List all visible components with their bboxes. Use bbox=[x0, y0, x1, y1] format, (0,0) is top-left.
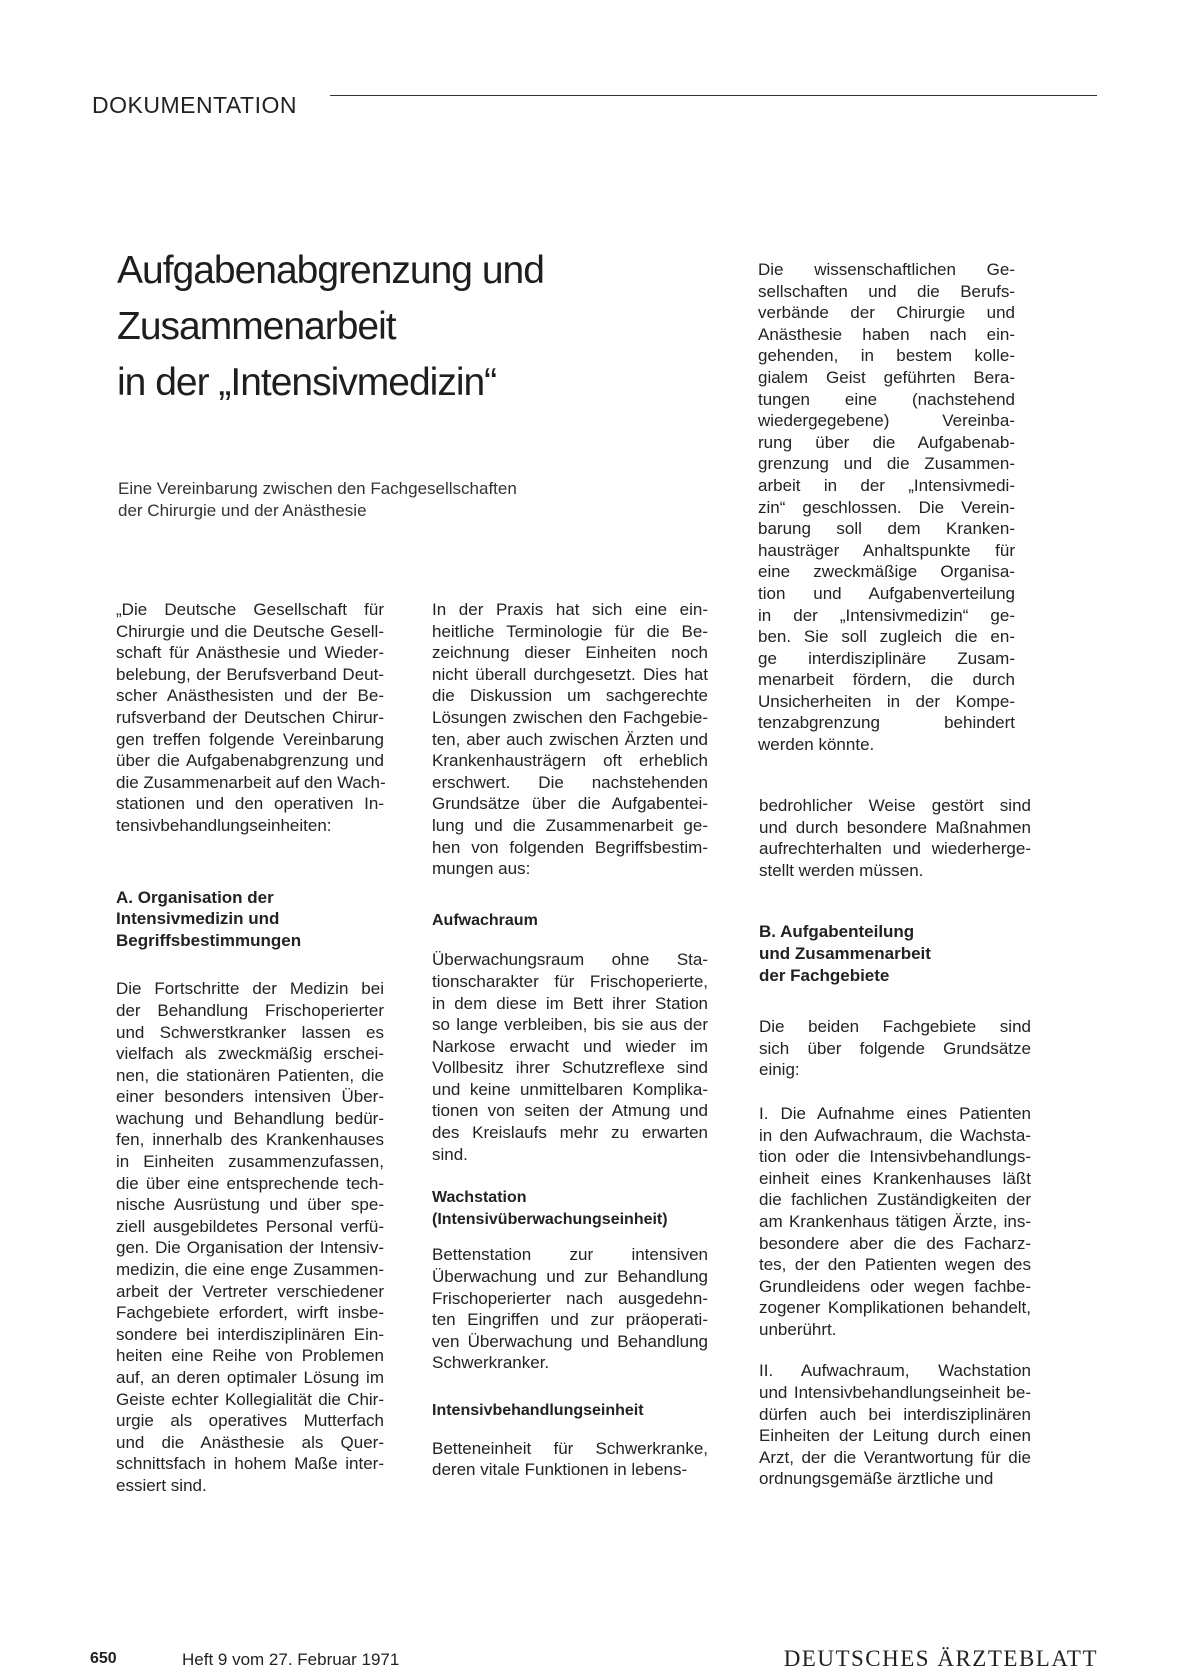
text-line: und keine unmittelbaren Komplika- bbox=[432, 1079, 708, 1099]
issue-info: Heft 9 vom 27. Februar 1971 bbox=[182, 1650, 400, 1669]
text-line: sind. bbox=[432, 1144, 468, 1164]
point-2-text bbox=[759, 1360, 1031, 1490]
text-line: nen, die stationären Patienten, die bbox=[116, 1065, 384, 1085]
page-number: 650 bbox=[90, 1650, 117, 1667]
text-line: die fachlichen Zuständigkeiten der bbox=[759, 1190, 1031, 1210]
text-line: gialem Geist geführten Bera- bbox=[758, 367, 1015, 387]
text-line: des Kreislaufs mehr zu erwarten bbox=[432, 1123, 708, 1143]
section-a-text bbox=[116, 978, 384, 1496]
text-line: ge interdisziplinäre Zusam- bbox=[758, 648, 1015, 668]
text-line: belebung, der Berufsverband Deut- bbox=[116, 664, 384, 684]
text-line: schaft für Anästhesie und Wieder- bbox=[116, 643, 384, 663]
text-line: tionscharakter für Frischoperierte, bbox=[432, 971, 708, 991]
journal-name: DEUTSCHES ÄRZTEBLATT bbox=[783, 1646, 1098, 1671]
intensivbehandlung-heading: Intensivbehandlungseinheit bbox=[432, 1402, 644, 1419]
text-line: Wachstation bbox=[432, 1189, 527, 1207]
text-line: scher Anästhesisten und der Be- bbox=[116, 686, 384, 706]
text-line: II. Aufwachraum, Wachstation bbox=[759, 1361, 1031, 1381]
text-line: in der „Intensivmedizin“ bbox=[117, 361, 497, 404]
text-line: der Fachgebiete bbox=[759, 965, 890, 985]
text-line: in Einheiten zusammenzufassen, bbox=[116, 1152, 384, 1172]
text-line: tenzabgrenzung behindert bbox=[758, 713, 1015, 733]
text-line: und Schwerstkranker lassen es bbox=[116, 1022, 384, 1042]
text-line: Unsicherheiten in der Kompe- bbox=[758, 691, 1015, 711]
text-line: so lange verbleiben, bis sie aus der bbox=[432, 1015, 708, 1035]
text-line: Zusammenarbeit bbox=[117, 305, 396, 348]
text-line: schnittsfach in hohem Maße inter- bbox=[116, 1454, 384, 1474]
text-line: tionen von seiten der Atmung und bbox=[432, 1101, 708, 1121]
text-line: Einheiten der Leitung durch einen bbox=[759, 1426, 1031, 1446]
page-footer bbox=[90, 1648, 1100, 1674]
column1-intro-text bbox=[116, 599, 384, 837]
text-line: rufsverband der Deutschen Chirur- bbox=[116, 707, 384, 727]
text-line: Die wissenschaftlichen Ge- bbox=[758, 260, 1015, 279]
text-line: werden könnte. bbox=[758, 735, 875, 755]
section-b-intro bbox=[759, 1016, 1031, 1081]
text-line: Bettenstation zur intensiven bbox=[432, 1245, 708, 1265]
text-line: Krankenhausträgern oft erheblich bbox=[432, 751, 708, 771]
text-line: B. Aufgabenteilung bbox=[759, 922, 915, 942]
text-line: gehenden, in bestem kolle- bbox=[758, 346, 1015, 366]
text-line: tion oder die Intensivbehandlungs- bbox=[759, 1147, 1031, 1167]
text-line: die über eine entsprechende tech- bbox=[116, 1173, 384, 1193]
text-line: heitliche Terminologie für die Be- bbox=[432, 621, 708, 641]
text-line: Eine Vereinbarung zwischen den Fachgesellschaften bbox=[118, 479, 517, 498]
text-line: A. Organisation der bbox=[116, 887, 274, 907]
text-line: verbände der Chirurgie und bbox=[758, 303, 1015, 323]
text-line: sich über folgende Grundsätze bbox=[759, 1038, 1031, 1058]
section-a-heading bbox=[116, 887, 384, 952]
text-line: Die Fortschritte der Medizin bei bbox=[116, 979, 384, 999]
text-line: Grundleidens oder wegen fachbe- bbox=[759, 1276, 1031, 1296]
text-line: Fachgebiete erfordert, wirft insbe- bbox=[116, 1303, 384, 1323]
intro-box bbox=[758, 259, 1015, 756]
text-line: hen von folgenden Begriffsbestim- bbox=[432, 837, 708, 857]
text-line: ordnungsgemäße ärztliche und bbox=[759, 1469, 994, 1489]
text-line: dürfen auch bei interdisziplinären bbox=[759, 1404, 1031, 1424]
text-line: ten Eingriffen und zur präoperati- bbox=[432, 1310, 708, 1330]
text-line: rung über die Aufgabenab- bbox=[758, 432, 1015, 452]
text-line: in den Aufwachraum, die Wachsta- bbox=[759, 1125, 1031, 1145]
text-line: tion und Aufgabenverteilung bbox=[758, 583, 1015, 603]
intensivbehandlung-text bbox=[432, 1438, 708, 1481]
text-line: heiten eine Reihe von Problemen bbox=[116, 1346, 384, 1366]
text-line: Die beiden Fachgebiete sind bbox=[759, 1017, 1031, 1037]
text-line: mungen aus: bbox=[432, 859, 531, 879]
text-line: der Chirurgie und der Anästhesie bbox=[118, 501, 367, 520]
text-line: ven Überwachung und Behandlung bbox=[432, 1331, 708, 1351]
article-title bbox=[117, 243, 677, 411]
text-line: vielfach als zweckmäßig erschei- bbox=[116, 1044, 384, 1064]
text-line: Lösungen zwischen den Fachgebie- bbox=[432, 707, 708, 727]
intro-box-text bbox=[758, 259, 1015, 756]
text-line: erschwert. Die nachstehenden bbox=[432, 772, 708, 792]
text-line: In der Praxis hat sich eine ein- bbox=[432, 600, 708, 619]
text-line: und Intensivbehandlungseinheit be- bbox=[759, 1383, 1031, 1403]
text-line: Arzt, der die Verantwortung für die bbox=[759, 1447, 1031, 1467]
text-line: und Zusammenarbeit bbox=[759, 943, 931, 963]
text-line: nicht überall durchgesetzt. Dies hat bbox=[432, 664, 708, 684]
aufwachraum-heading: Aufwachraum bbox=[432, 911, 538, 929]
text-line: Betteneinheit für Schwerkranke, bbox=[432, 1438, 708, 1458]
wachstation-heading bbox=[432, 1187, 708, 1230]
text-line: aufrechterhalten und wiederherge- bbox=[759, 839, 1031, 859]
text-line: unberührt. bbox=[759, 1319, 837, 1339]
column2-intro-text bbox=[432, 599, 708, 880]
text-line: zin“ geschlossen. Die Verein- bbox=[758, 497, 1015, 517]
text-line: Anästhesie haben nach ein- bbox=[758, 324, 1015, 344]
text-line: arbeit der Vertreter verschiedener bbox=[116, 1281, 384, 1301]
text-line: tungen eine (nachstehend bbox=[758, 389, 1015, 409]
text-line: einheit eines Krankenhauses läßt bbox=[759, 1168, 1031, 1188]
page-header bbox=[92, 90, 1097, 120]
column-2 bbox=[432, 599, 708, 1481]
text-line: Frischoperierter nach ausgedehn- bbox=[432, 1288, 708, 1308]
text-line: (Intensivüberwachungseinheit) bbox=[432, 1210, 668, 1228]
text-line: Schwerkranker. bbox=[432, 1353, 550, 1373]
text-line: sondere bei interdisziplinären Ein- bbox=[116, 1324, 384, 1344]
text-line: am Krankenhaus tätigen Ärzte, ins- bbox=[759, 1211, 1031, 1231]
column-1 bbox=[116, 599, 384, 1497]
column3-cont-text bbox=[759, 795, 1031, 881]
text-line: deren vitale Funktionen in lebens- bbox=[432, 1460, 688, 1480]
text-line: einig: bbox=[759, 1060, 800, 1080]
wachstation-text bbox=[432, 1244, 708, 1374]
text-line: tes, der den Patienten wegen des bbox=[759, 1255, 1031, 1275]
text-line: wiedergegebene) Vereinba- bbox=[758, 411, 1015, 431]
text-line: Intensivmedizin und bbox=[116, 909, 280, 929]
article-subtitle bbox=[118, 478, 638, 522]
text-line: fen, innerhalb des Krankenhauses bbox=[116, 1130, 384, 1150]
section-label: DOKUMENTATION bbox=[92, 92, 297, 118]
text-line: über die Aufgabenabgrenzung und bbox=[116, 751, 384, 771]
text-line: hausträger Anhaltspunkte für bbox=[758, 540, 1015, 560]
text-line: grenzung und die Zusammen- bbox=[758, 454, 1015, 474]
text-line: lung und die Zusammenarbeit ge- bbox=[432, 815, 708, 835]
text-line: nische Ausrüstung und über spe- bbox=[116, 1195, 384, 1215]
header-rule bbox=[330, 95, 1097, 96]
text-line: in dem diese im Bett ihrer Station bbox=[432, 993, 708, 1013]
section-b-heading bbox=[759, 921, 1031, 986]
text-line: der Behandlung Frischoperierter bbox=[116, 1000, 384, 1020]
text-line: Überwachungsraum ohne Sta- bbox=[432, 950, 708, 970]
text-line: einer besonders intensiven Über- bbox=[116, 1087, 384, 1107]
aufwachraum-text bbox=[432, 949, 708, 1165]
text-line: arbeit in der „Intensivmedi- bbox=[758, 475, 1015, 495]
text-line: Überwachung und zur Behandlung bbox=[432, 1267, 708, 1287]
text-line: Grundsätze über die Aufgabentei- bbox=[432, 794, 708, 814]
text-line: stationen und den operativen In- bbox=[116, 794, 384, 814]
text-line: wachung und Behandlung bedür- bbox=[116, 1108, 384, 1128]
text-line: die Zusammenarbeit auf den Wach- bbox=[116, 772, 386, 792]
text-line: in der „Intensivmedizin“ ge- bbox=[758, 605, 1015, 625]
text-line: auf, an deren optimaler Lösung im bbox=[116, 1368, 384, 1387]
text-line: „Die Deutsche Gesellschaft für bbox=[116, 600, 384, 619]
text-line: gen. Die Organisation der Intensiv- bbox=[116, 1238, 384, 1258]
text-line: und die Anästhesie als Quer- bbox=[116, 1432, 384, 1452]
text-line: gen treffen folgende Vereinbarung bbox=[116, 729, 384, 749]
text-line: bedrohlicher Weise gestört sind bbox=[759, 796, 1031, 815]
text-line: ten, aber auch zwischen Ärzten und bbox=[432, 729, 708, 749]
text-line: essiert sind. bbox=[116, 1475, 207, 1495]
text-line: Vollbesitz ihrer Schutzreflexe sind bbox=[432, 1058, 708, 1078]
text-line: ziell ausgebildetes Personal verfü- bbox=[116, 1216, 384, 1236]
text-line: menarbeit fördern, die durch bbox=[758, 670, 1015, 690]
text-line: und durch besondere Maßnahmen bbox=[759, 817, 1031, 837]
text-line: barung soll dem Kranken- bbox=[758, 519, 1015, 539]
text-line: medizin, die eine enge Zusammen- bbox=[116, 1260, 384, 1280]
column-3 bbox=[759, 795, 1031, 1490]
text-line: zogener Komplikationen behandelt, bbox=[759, 1298, 1031, 1318]
text-line: Geiste echter Kollegialität die Chir- bbox=[116, 1389, 384, 1409]
text-line: sellschaften und die Berufs- bbox=[758, 281, 1015, 301]
text-line: die Diskussion um sachgerechte bbox=[432, 686, 708, 706]
text-line: besondere aber die des Facharz- bbox=[759, 1233, 1031, 1253]
text-line: urgie als operatives Mutterfach bbox=[116, 1411, 384, 1431]
text-line: Chirurgie und die Deutsche Gesell- bbox=[116, 621, 384, 641]
text-line: eine zweckmäßige Organisa- bbox=[758, 562, 1015, 582]
point-1-text bbox=[759, 1103, 1031, 1341]
text-line: Begriffsbestimmungen bbox=[116, 930, 302, 950]
text-line: Narkose erwacht und wieder im bbox=[432, 1036, 708, 1056]
text-line: I. Die Aufnahme eines Patienten bbox=[759, 1103, 1031, 1123]
text-line: ben. Sie soll zugleich die en- bbox=[758, 627, 1015, 647]
text-line: tensivbehandlungseinheiten: bbox=[116, 815, 332, 835]
text-line: Aufgabenabgrenzung und bbox=[117, 249, 544, 292]
text-line: zeichnung dieser Einheiten noch bbox=[432, 643, 708, 663]
text-line: stellt werden müssen. bbox=[759, 860, 924, 880]
